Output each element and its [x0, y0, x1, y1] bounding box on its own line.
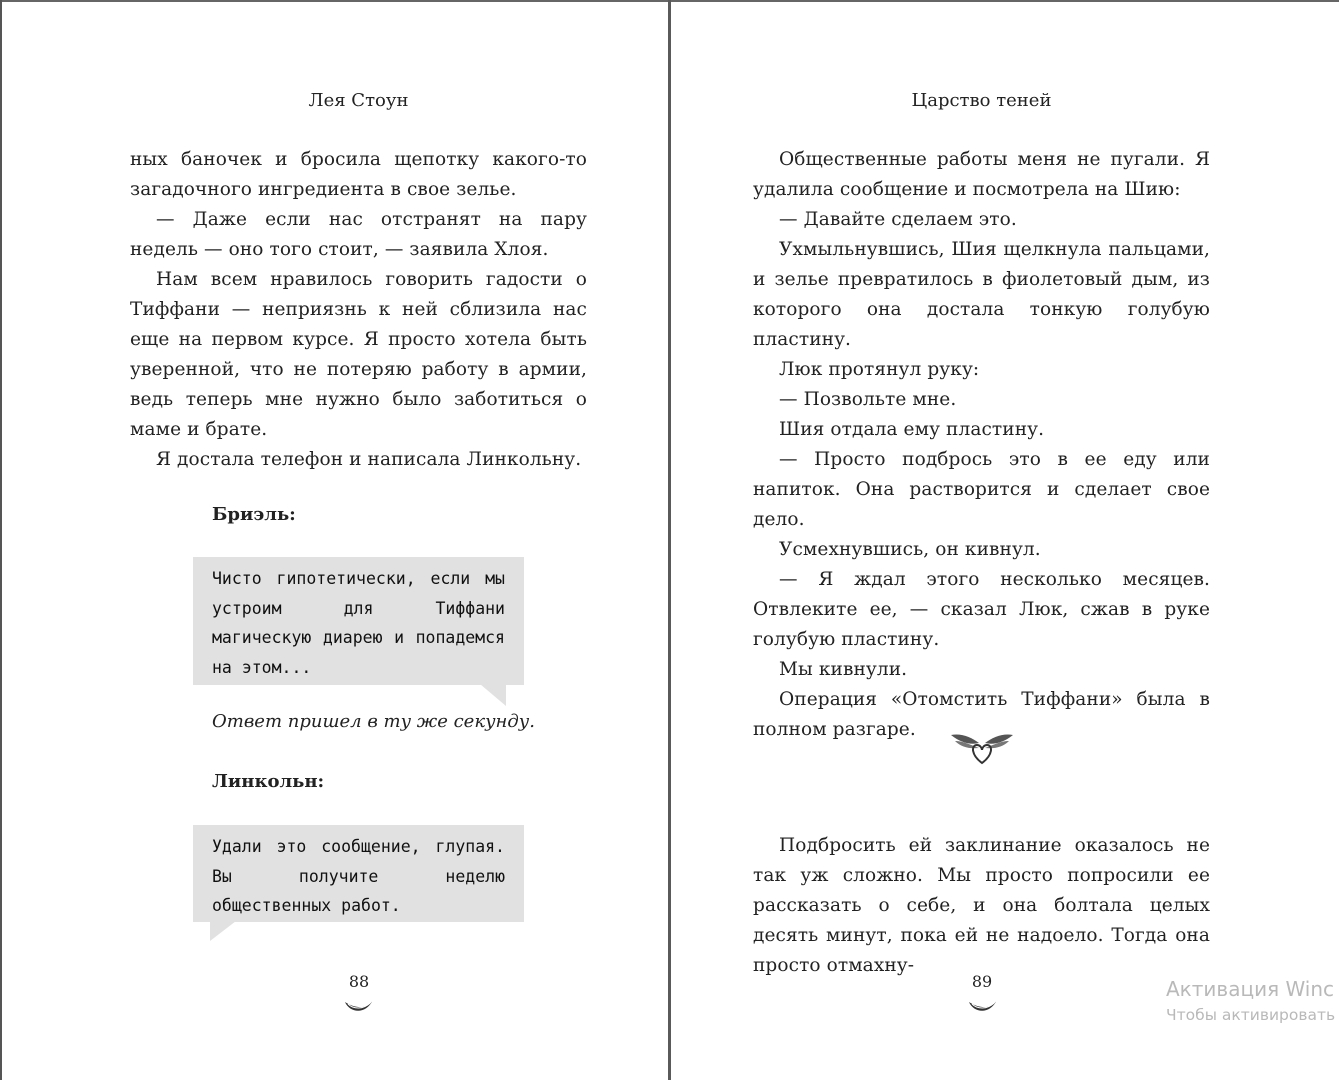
running-head-title: Царство теней [911, 90, 1052, 111]
right-page [671, 0, 1339, 1080]
page-number: 88 [348, 972, 370, 991]
paragraph: Нам всем нравилось говорить гадости о Тиффани — неприязнь к ней сблизила нас еще на первом курсе. Я просто хотела быть уверенной, что не потеряю работу в армии, ведь теперь мне нужно было заботиться о маме и брате. [130, 269, 587, 440]
paragraph: Ухмыльнувшись, Шия щелкнула пальцами, и зелье превратилось в фиолетовый дым, из которого она достала тонкую голубую пластину. [753, 239, 1210, 350]
message-sender-lincoln: Линкольн: [212, 771, 325, 792]
right-body-text-after-break [753, 831, 1210, 981]
left-page [0, 0, 668, 1080]
message-bubble-1: Чисто гипотетически, если мы устроим для Тиффани магическую диарею и попадемся на этом... [193, 557, 524, 685]
winged-heart-icon [949, 729, 1015, 767]
bubble-tail-2 [210, 921, 236, 941]
page-number: 89 [971, 972, 993, 991]
paragraph: Шия отдала ему пластину. [779, 419, 1045, 440]
wing-icon [967, 994, 999, 1016]
paragraph: — Давайте сделаем это. [779, 209, 1017, 230]
paragraph: Я достала телефон и написала Линкольну. [156, 449, 582, 470]
watermark-title: Активация Winc [1166, 977, 1335, 1001]
watermark-subtitle: Чтобы активировать [1166, 1006, 1336, 1024]
paragraph: Операция «Отомстить Тиффани» была в полном разгаре. [753, 689, 1210, 740]
wing-icon [343, 994, 375, 1016]
paragraph: — Позвольте мне. [779, 389, 957, 410]
paragraph: Подбросить ей заклинание оказалось не так уж сложно. Мы просто попросили ее рассказать о себе, и она болтала целых десять минут, пока ей не надоело. Тогда она просто отмахну- [753, 835, 1210, 976]
paragraph: ных баночек и бросила щепотку какого-то загадочного ингредиента в свое зелье. [130, 149, 587, 200]
paragraph: Люк протянул руку: [779, 359, 980, 380]
running-head-author: Лея Стоун [308, 90, 409, 111]
windows-activation-watermark [1166, 976, 1335, 1028]
message-bubble-2: Удали это сообщение, глупая. Вы получите неделю общественных работ. [193, 825, 524, 922]
left-body-text [130, 145, 587, 475]
reply-note: Ответ пришел в ту же секунду. [212, 711, 535, 732]
paragraph: — Просто подбрось это в ее еду или напиток. Она растворится и сделает свое дело. [753, 449, 1210, 530]
paragraph: Мы кивнули. [779, 659, 908, 680]
paragraph: — Даже если нас отстранят на пару недель — оно того стоит, — заявила Хлоя. [130, 209, 587, 260]
right-body-text [753, 145, 1210, 745]
bubble-tail-1 [480, 684, 506, 706]
paragraph: Усмехнувшись, он кивнул. [779, 539, 1041, 560]
paragraph: Общественные работы меня не пугали. Я удалила сообщение и посмотрела на Шию: [753, 149, 1210, 200]
message-sender-briel: Бриэль: [212, 504, 296, 525]
paragraph: — Я ждал этого несколько месяцев. Отвлеките ее, — сказал Люк, сжав в руке голубую пластину. [753, 569, 1210, 650]
